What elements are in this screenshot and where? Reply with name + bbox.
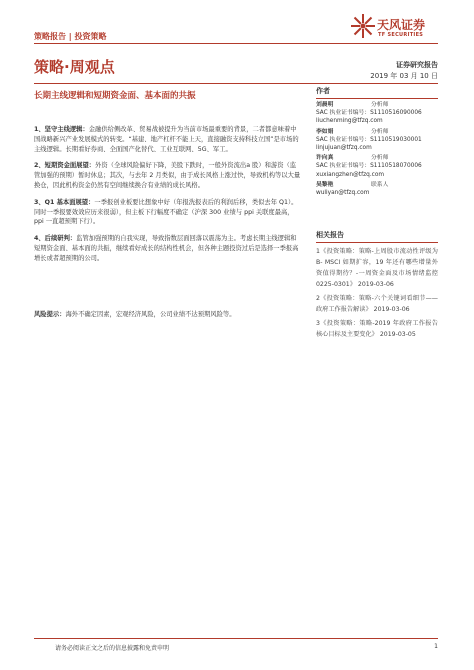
paragraph-lead: 4、后续研判：	[34, 235, 77, 243]
author-role: 联系人	[371, 181, 389, 188]
page-number: 1	[434, 643, 438, 650]
brand-subtitle: TF SECURITIES	[378, 32, 424, 38]
author-email[interactable]: wuliyan@tfzq.com	[316, 190, 370, 197]
body-paragraph	[34, 161, 302, 190]
related-reports-heading: 相关报告	[316, 230, 438, 243]
author-block	[316, 181, 438, 197]
body-paragraph	[34, 234, 302, 263]
related-report-link[interactable]: 3《投资策略：策略-2019 年政府工作报告核心目标及主要变化》 2019-03-05	[316, 320, 438, 338]
brand-name: 天风证券	[377, 18, 426, 32]
report-type: 证券研究报告	[396, 61, 438, 69]
footer-divider	[34, 638, 438, 639]
author-role: 分析师	[371, 128, 389, 135]
paragraph-text: 外资（全球风险偏好下降，美股下跌时，一般外资流出a 股）和游资（监管加强的预期）暂时休息；其次，与去年 2 月类似，由于成长风格上涨过快，导致机构等以大量换仓，因此机构资金仍然有空间继续换合有业绩的成长风格。	[34, 162, 301, 189]
report-headline: 长期主线逻辑和短期资金面、基本面的共振	[34, 91, 196, 101]
author-cert: SAC 执业证书编号：S1110519030001	[316, 136, 422, 143]
author-cert: SAC 执业证书编号：S1110516090006	[316, 110, 422, 117]
title-divider	[34, 83, 438, 84]
author-block	[316, 128, 438, 153]
body-paragraph	[34, 125, 302, 154]
author-email[interactable]: linjujuan@tfzq.com	[316, 145, 372, 152]
risk-text: 海外不确定因素，宏观经济风险，公司业绩不达预期风险等。	[65, 311, 236, 318]
risk-warning	[34, 310, 302, 320]
related-report-link[interactable]: 2《投资策略：策略-六个关键词看细节——政府工作报告解读》 2019-03-06	[316, 295, 438, 313]
paragraph-lead: 2、短期资金面展望：	[34, 162, 96, 170]
author-name: 李如娟	[316, 128, 334, 135]
page-title: 策略·周观点	[34, 58, 115, 76]
risk-lead: 风险提示：	[34, 311, 66, 318]
header-divider	[34, 43, 438, 44]
main-body	[34, 125, 302, 271]
authors-heading: 作者	[316, 86, 438, 99]
author-name: 吴黎艳	[316, 181, 334, 188]
related-reports-section	[316, 230, 438, 340]
author-name: 刘晨明	[316, 102, 334, 108]
footer-disclaimer: 请务必阅读正文之后的信息披露和免责申明	[55, 645, 170, 652]
author-email[interactable]: xuxiangzhen@tfzq.com	[316, 171, 385, 178]
author-cert: SAC 执业证书编号：S1110518070006	[316, 163, 422, 170]
report-category: 策略报告 | 投资策略	[34, 32, 107, 41]
paragraph-text: 金融供给侧改革、贸易战被提升为当前市场最重要的背景，二者都意味着中国战略新兴产业发展模式的转变。“基建、地产杠杆不能上天，直接融资支持科技立国”是市场的主线逻辑。长期看好券商、全面国产化替代、工业互联网、5G、军工。	[34, 126, 299, 153]
report-date: 2019 年 03 月 10 日	[370, 72, 438, 80]
author-name: 许向真	[316, 155, 334, 162]
author-role: 分析师	[371, 155, 389, 162]
related-report-link[interactable]: 1《投资策略：策略-上周股市流动性评级为 B- MSCI 如期扩容，19 年还有哪些增量外资值得期待？-一周资金面及市场情绪监控 0225-0301》 2019-03-06	[316, 248, 438, 288]
authors-section	[316, 86, 438, 197]
body-paragraph	[34, 198, 302, 227]
author-email[interactable]: liuchenming@tfzq.com	[316, 118, 383, 125]
paragraph-text: 监管加强预期的自我实现，导致指数层面回落以震荡为主。考虑长期主线逻辑和短期资金面、基本面的共振，继续看好成长的结构性机会，但各种主题投资过后是选择一季报高增长或者超预期的公司。	[34, 235, 299, 262]
paragraph-lead: 1、坚守主线逻辑：	[34, 126, 89, 133]
paragraph-text: 一季报创业板要比想象中好（年报洗报表后的利润后移，类似去年 Q1）。同时一季报要效效应历来很弱），但主板下行幅度不确定（沪深 300 业绩与 ppi 关联度最高，ppi 一直超预期下行）。	[34, 198, 298, 226]
author-role: 分析师	[371, 102, 389, 108]
paragraph-lead: 3、Q1 基本面展望：	[34, 198, 95, 206]
author-block	[316, 154, 438, 179]
brand-logo	[350, 11, 450, 45]
author-block	[316, 101, 438, 126]
brand-emblem-icon	[350, 13, 376, 39]
